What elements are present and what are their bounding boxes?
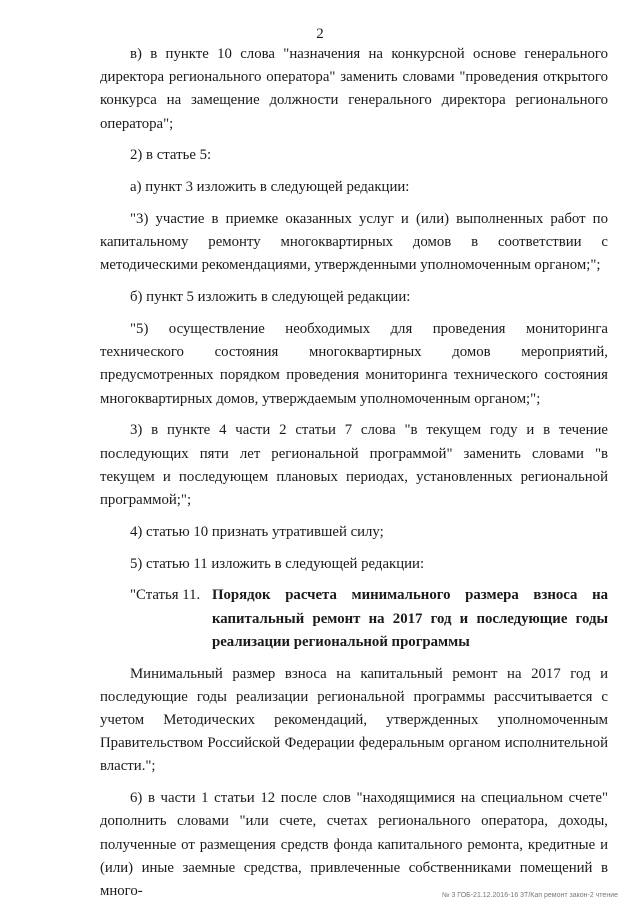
paragraph: "5) осуществление необходимых для проведения мониторинга технического состояния многоквартирных домов мероприятий, предусмотренных порядком проведения мониторинга технического состояния многоквартирных домов, утверждаемым уполномоченным органом;"; bbox=[100, 321, 608, 407]
paragraph: 6) в части 1 статьи 12 после слов "находящимися на специальном счете" дополнить словами "или счете, счетах регионального оператора, доходы, полученные от размещения средств фонда капитального ремонта, кредитные и (или) иные заемные средства, привлеченные собственниками помещений в много- bbox=[100, 790, 608, 900]
article-heading bbox=[100, 584, 608, 654]
paragraph: 5) статью 11 изложить в следующей редакции: bbox=[130, 555, 425, 572]
paragraph: б) пункт 5 изложить в следующей редакции: bbox=[130, 289, 411, 306]
paragraph: Минимальный размер взноса на капитальный ремонт на 2017 год и последующие годы реализации региональной программы рассчитывается с учетом Методических рекомендаций, утвержденных уполномоченным Правительством Российской Федерации федеральным органом исполнительной власти."; bbox=[100, 665, 608, 775]
paragraph: в) в пункте 10 слова "назначения на конкурсной основе генерального директора регионального оператора" заменить словами "проведения открытого конкурса на замещение должности генерального директора регионального оператора"; bbox=[100, 46, 608, 132]
paragraph: 2) в статье 5: bbox=[130, 147, 212, 164]
footer-file-reference: № 3 ГОБ-21.12.2016-16 3Т/Кап ремонт закон-2 чтение bbox=[442, 892, 618, 899]
paragraph: "3) участие в приемке оказанных услуг и (или) выполненных работ по капитальному ремонту многоквартирных домов в соответствии с методическими рекомендациями, утвержденными уполномоченным органом;"; bbox=[100, 211, 608, 274]
article-label: "Статья 11. bbox=[130, 587, 201, 604]
paragraph: 3) в пункте 4 части 2 статьи 7 слова "в текущем году и в течение последующих пяти лет региональной программой" заменить словами "в текущем и последующем плановых периодах, установленных региональной программой;"; bbox=[100, 422, 608, 509]
document-body bbox=[100, 43, 608, 903]
paragraph: 4) статью 10 признать утратившей силу; bbox=[130, 523, 384, 540]
paragraph: а) пункт 3 изложить в следующей редакции: bbox=[130, 179, 410, 196]
page-number: 2 bbox=[316, 26, 324, 42]
article-title: Порядок расчета минимального размера взноса на капитальный ремонт на 2017 год и последующие годы реализации региональной программы bbox=[212, 587, 608, 650]
